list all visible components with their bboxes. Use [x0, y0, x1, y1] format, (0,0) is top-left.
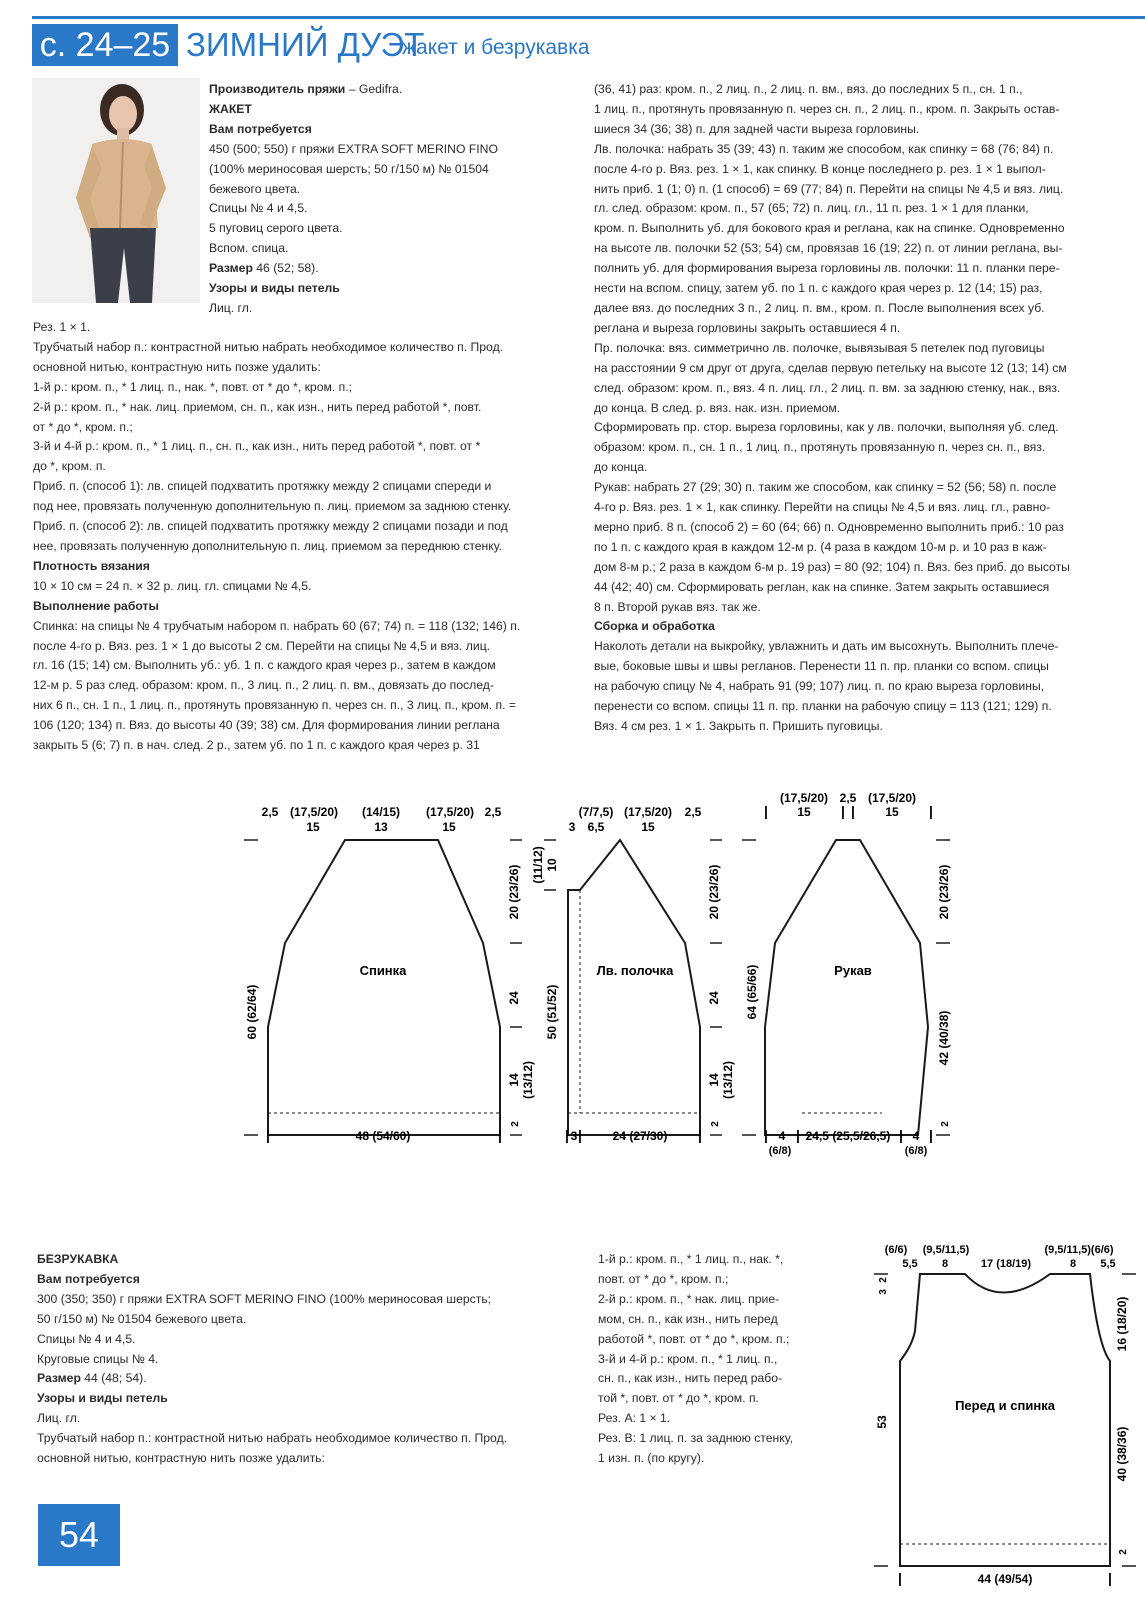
dim-label: 44 (49/54) — [977, 1572, 1033, 1586]
text-line: закрыть 5 (6; 7) п. в нач. след. 2 р., затем уб. по 1 п. с каждого края через р. 31 — [33, 738, 480, 753]
front-outline — [568, 840, 700, 1135]
jacket-need-line: бежевого цвета. — [209, 181, 301, 196]
dim-label: 5,5 — [902, 1258, 918, 1270]
dim-label: (17,5/20) — [779, 791, 829, 805]
text-line: гл. след. образом: кром. п., 57 (65; 72) п. лиц. гл., 11 п. рез. 1 × 1 для планки, — [594, 201, 1029, 216]
text-line: после 4-го р. Вяз. рез. 1 × 1, как спинку. В конце последнего р. рез. 1 × 1 выпол- — [594, 161, 1046, 176]
svg-text:|: | — [929, 803, 933, 819]
jacket-pattern-1: Лиц. гл. — [209, 300, 253, 315]
jacket-left-column — [33, 318, 578, 756]
vest-patterns-title: Узоры и виды петель — [37, 1391, 168, 1406]
dim-label: 24,5 (25,5/26,5) — [805, 1129, 891, 1143]
svg-text:|: | — [929, 1127, 933, 1143]
vest-pattern-diagram — [860, 1236, 1145, 1600]
text-line: шиеся 34 (36; 38) п. для задней части выреза горловины. — [594, 121, 920, 136]
jacket-need-line: (100% мериносовая шерсть; 50 г/150 м) № 01504 — [209, 161, 489, 176]
text-line: мом, сн. п., как изн., нить перед — [598, 1311, 778, 1326]
text-line: нее, провязать полученную дополнительную п. лиц. приемом за переднюю стенку. — [33, 538, 503, 553]
svg-text:|: | — [498, 1127, 502, 1143]
size-label: Размер — [209, 261, 253, 276]
vest-rows — [598, 1250, 858, 1469]
dim-label: 15 — [797, 805, 811, 819]
sleeve-outline — [765, 840, 928, 1135]
text-line: 1 лиц. п., протянуть провязанную п. через сн. п., 2 лиц. п., кром. п. Закрыть остав- — [594, 101, 1060, 116]
text-line: 106 (120; 134) п. Вяз. до высоты 40 (39; 38) см. Для формирования линии реглана — [33, 718, 500, 733]
jacket-need-line: Спицы № 4 и 4,5. — [209, 201, 308, 216]
text-line: после 4-го р. Вяз. рез. 1 × 1 до высоты 2 см. Перейти на спицы № 4,5 и вяз. лиц. — [33, 638, 491, 653]
text-line: на рабочую спицу № 4, набрать 91 (99; 107) лиц. п. по краю выреза горловины, — [594, 679, 1045, 694]
dim-label: 3 — [570, 1129, 578, 1143]
dim-label: 2 — [710, 1121, 721, 1127]
text-line: Лиц. гл. — [37, 1411, 81, 1426]
text-line: (36, 41) раз: кром. п., 2 лиц. п., 2 лиц. п. вм., вяз. до последних 5 п., сн. 1 п., — [594, 82, 1023, 96]
text-line: Пр. полочка: вяз. симметрично лв. полочке, вывязывая 5 петелек под пуговицы — [594, 340, 1045, 355]
text-line: 50 г/150 м) № 01504 бежевого цвета. — [37, 1311, 247, 1326]
text-line: 1-й р.: кром. п., * 1 лиц. п., нак. *, повт. от * до *, кром. п.; — [33, 379, 353, 394]
text-line: на расстоянии 9 см друг от друга, сделав первую петельку на высоте 12 (13; 14) см — [594, 360, 1067, 375]
jacket-size-line — [209, 259, 569, 279]
dim-label: 40 (38/36) — [1115, 1426, 1129, 1482]
dim-label: 10 — [545, 858, 559, 872]
vest-name: БЕЗРУКАВКА — [37, 1252, 119, 1266]
header-rule — [32, 16, 1145, 19]
text-line: 1 изн. п. (по кругу). — [598, 1451, 705, 1466]
text-line: сн. п., как изн., нить перед рабо- — [598, 1371, 783, 1386]
text-line: 44 (42; 40) см. Сформировать реглан, как на спинке. Затем закрыть оставшиеся — [594, 579, 1050, 594]
svg-text:|: | — [764, 803, 768, 819]
text-line: них 6 п., сн. 1 п., 1 лиц. п., протянуть провязанную п. через сн. п., 3 лиц. п., кром. п. = — [33, 698, 517, 713]
text-line: 8 п. Второй рукав вяз. так же. — [594, 599, 761, 614]
text-line: вые, боковые швы и швы регланов. Перенести 11 п. пр. планки со вспом. спицы — [594, 659, 1049, 674]
work-title: Выполнение работы — [33, 598, 159, 613]
dim-label: 2,5 — [484, 805, 502, 819]
dim-label: 53 — [875, 1415, 889, 1429]
dim-label: 2 — [1118, 1549, 1129, 1555]
size-value: 44 (48; 54). — [80, 1371, 147, 1386]
text-line: основной нитью, контрастную нить позже удалить: — [37, 1451, 325, 1466]
text-line: Рез. В: 1 лиц. п. за заднюю стенку, — [598, 1431, 793, 1446]
dim-label: 3 — [878, 1289, 889, 1295]
dim-label: 2,5 — [261, 805, 279, 819]
dim-label: 24 (27/30) — [612, 1129, 668, 1143]
dim-label: 48 (54/60) — [355, 1129, 411, 1143]
text-line: 12-м р. 5 раз след. образом: кром. п., 3 лиц. п., 2 лиц. п. вм., довязать до послед- — [33, 678, 494, 693]
vest-intro — [37, 1250, 577, 1469]
text-line: до конца. В след. р. вяз. нак. изн. приемом. — [594, 400, 841, 415]
text-line: до *, кром. п. — [33, 459, 106, 474]
text-line: Спицы № 4 и 4,5. — [37, 1331, 136, 1346]
dim-label: 2,5 — [839, 791, 857, 805]
jacket-need-title: Вам потребуется — [209, 121, 312, 136]
density-title: Плотность вязания — [33, 558, 150, 573]
jacket-need-line: 5 пуговиц серого цвета. — [209, 221, 343, 236]
dim-label: (9,5/11,5) — [922, 1244, 970, 1256]
text-line: работой *, повт. от * до *, кром. п.; — [598, 1331, 790, 1346]
jacket-intro — [209, 80, 569, 319]
model-photo — [32, 78, 200, 303]
size-label: Размер — [37, 1371, 81, 1386]
text-line: от * до *, кром. п.; — [33, 419, 133, 434]
text-line: 1-й р.: кром. п., * 1 лиц. п., нак. *, — [598, 1252, 784, 1266]
model-illustration — [32, 78, 200, 303]
page-number: 54 — [38, 1504, 120, 1566]
dim-label: 3 — [568, 820, 576, 834]
dim-label: 64 (65/66) — [745, 964, 759, 1020]
jacket-need-line: 450 (500; 550) г пряжи EXTRA SOFT MERINO FINO — [209, 141, 498, 156]
dim-label: 13 — [374, 820, 388, 834]
yarn-label: Производитель пряжи — [209, 82, 346, 96]
svg-text:|: | — [841, 803, 845, 819]
dim-label: (11/12) — [531, 846, 545, 884]
back-label: Спинка — [359, 963, 407, 978]
text-line: кром. п. Выполнить уб. для бокового края и реглана, как на спинке. Одновременно — [594, 221, 1065, 236]
text-line: полнить уб. для формирования выреза горловины лв. полочки: 11 п. планки пере- — [594, 261, 1060, 276]
svg-text:|: | — [764, 1127, 768, 1143]
text-line: основной нитью, контрастную нить позже удалить: — [33, 359, 321, 374]
text-line: под нее, провязать полученную дополнительную п. лиц. приемом за заднюю стенку. — [33, 499, 512, 514]
dim-label: 5,5 — [1100, 1258, 1116, 1270]
dim-label: (9,5/11,5)(6/6) — [1044, 1244, 1114, 1256]
dim-label: 14 — [707, 1073, 721, 1087]
dim-label: 2,5 — [684, 805, 702, 819]
text-line: Трубчатый набор п.: контрастной нитью набрать необходимое количество п. Прод. — [37, 1431, 508, 1446]
dim-label: 2 — [878, 1277, 889, 1283]
dim-label: 15 — [885, 805, 899, 819]
dim-label: 15 — [306, 820, 320, 834]
svg-text:|: | — [899, 1127, 903, 1143]
dim-label: 17 (18/19) — [980, 1258, 1032, 1270]
svg-text:|: | — [578, 1127, 582, 1143]
text-line: до конца. — [594, 460, 648, 475]
text-line: по 1 п. с каждого края в каждом 12-м р. (4 раза в каждом 10-м р. и 10 раз в каж- — [594, 539, 1047, 554]
text-line: след. образом: кром. п., вяз. 4 п. лиц. гл., 2 лиц. п. вм. за заднюю стенку, нак., вяз. — [594, 380, 1061, 395]
yarn-maker: – Gedifra. — [345, 82, 403, 96]
dim-label: 60 (62/64) — [245, 984, 259, 1040]
dim-label: 8 — [1069, 1258, 1077, 1270]
dim-label: 24 — [707, 991, 721, 1005]
vest-need-title: Вам потребуется — [37, 1271, 140, 1286]
jacket-pattern-diagrams — [0, 780, 1145, 1160]
text-line: дом 8-м р.; 2 раза в каждом 6-м р. 19 раз) = 80 (92; 104) п. Вяз. без приб. до высоты — [594, 559, 1070, 574]
text-line: Круговые спицы № 4. — [37, 1351, 159, 1366]
text-line: Рукав: набрать 27 (29; 30) п. таким же способом, как спинку = 52 (56; 58) п. после — [594, 480, 1057, 495]
dim-label: 4 — [912, 1129, 920, 1143]
dim-label: 50 (51/52) — [545, 984, 559, 1040]
dim-label: 15 — [442, 820, 456, 834]
dim-label: (6/8) — [768, 1145, 792, 1157]
dim-label: 4 — [778, 1129, 786, 1143]
dim-label: 2 — [510, 1121, 521, 1127]
svg-text:|: | — [565, 1127, 569, 1143]
dim-label: (17,5/20) — [867, 791, 917, 805]
text-line: Сформировать пр. стор. выреза горловины, как у лв. полочки, выполняя уб. след. — [594, 420, 1059, 435]
back-outline — [268, 840, 500, 1135]
dim-label: (13/12) — [721, 1060, 735, 1100]
text-line: далее вяз. до последних 3 п., 2 лиц. п. вм., кром. п. После выполнения всех уб. — [594, 300, 1045, 315]
text-line: Приб. п. (способ 1): лв. спицей подхватить протяжку между 2 спицами спереди и — [33, 479, 492, 494]
assembly-title: Сборка и обработка — [594, 619, 715, 634]
text-line: нести на вспом. спицу, затем уб. по 1 п. с каждого края через р. 12 (14; 15) раз, — [594, 281, 1043, 296]
text-line: перенести со вспом. спицы 11 п. пр. планки на рабочую спицу = 113 (121; 129) п. — [594, 699, 1052, 714]
text-line: 4-го р. Вяз. рез. 1 × 1, как спинку. Перейти на спицы № 4,5 и вяз. лиц. гл., равно- — [594, 500, 1051, 515]
jacket-right-column — [594, 80, 1134, 737]
dim-label: 2 — [940, 1121, 951, 1127]
text-line: 2-й р.: кром. п., * нак. лиц. прие- — [598, 1291, 780, 1306]
dim-label: (13/12) — [521, 1060, 535, 1100]
svg-text:|: | — [698, 1127, 702, 1143]
text-line: 300 (350; 350) г пряжи EXTRA SOFT MERINO FINO (100% мериносовая шерсть; — [37, 1291, 492, 1306]
jacket-name: ЖАКЕТ — [209, 101, 252, 116]
dim-label: (6/6) — [884, 1244, 908, 1256]
density-text: 10 × 10 см = 24 п. × 32 р. лиц. гл. спицами № 4,5. — [33, 578, 312, 593]
text-line: Рез. 1 × 1. — [33, 320, 91, 334]
dim-label: 14 — [507, 1073, 521, 1087]
dim-label: 20 (23/26) — [707, 864, 721, 920]
dim-label: 20 (23/26) — [937, 864, 951, 920]
svg-text:|: | — [266, 1127, 270, 1143]
text-line: Трубчатый набор п.: контрастной нитью набрать необходимое количество п. Прод. — [33, 339, 504, 354]
text-line: мерно приб. 8 п. (способ 2) = 60 (64; 66) п. Одновременно выполнить приб.: 10 раз — [594, 519, 1064, 534]
text-line: на высоте лв. полочки 52 (53; 54) см, провязав 16 (19; 22) п. от линии реглана, вы- — [594, 241, 1063, 256]
dim-label: 15 — [641, 820, 655, 834]
text-line: повт. от * до *, кром. п.; — [598, 1271, 729, 1286]
dim-label: 42 (40/38) — [937, 1010, 951, 1066]
text-line: той *, повт. от * до *, кром. п. — [598, 1391, 759, 1406]
dim-label: (17,5/20) — [289, 805, 339, 819]
dim-label: 16 (18/20) — [1115, 1296, 1129, 1352]
svg-text:|: | — [898, 1570, 902, 1586]
vest-size-line — [37, 1369, 577, 1389]
dim-label: 24 — [507, 991, 521, 1005]
text-line: гл. 16 (15; 14) см. Выполнить уб.: уб. 1 п. с каждого края через р., затем в каждом — [33, 658, 496, 673]
svg-text:|: | — [1108, 1570, 1112, 1586]
page-ref-badge: с. 24–25 — [32, 24, 178, 66]
front-label: Лв. полочка — [596, 963, 674, 978]
article-subtitle: жакет и безрукавка — [402, 36, 590, 59]
text-line: 3-й и 4-й р.: кром. п., * 1 лиц. п., сн. п., как изн., нить перед работой *, повт. от * — [33, 439, 481, 454]
text-line: Рез. А: 1 × 1. — [598, 1411, 671, 1426]
vest-outline — [900, 1274, 1110, 1566]
svg-text:|: | — [851, 803, 855, 819]
text-line: 3-й и 4-й р.: кром. п., * 1 лиц. п., — [598, 1351, 778, 1366]
text-line: нить приб. 1 (1; 0) п. (1 способ) = 69 (77; 84) п. Перейти на спицы № 4,5 и вяз. лиц. — [594, 181, 1064, 196]
text-line: 2-й р.: кром. п., * нак. лиц. приемом, сн. п., как изн., нить перед работой *, повт. — [33, 399, 482, 414]
sleeve-label: Рукав — [834, 963, 872, 978]
text-line: реглана и выреза горловины закрыть оставшиеся 4 п. — [594, 320, 901, 335]
text-line: образом: кром. п., сн. 1 п., 1 лиц. п., протянуть провязанную п. через сн. п., вяз. — [594, 440, 1046, 455]
text-line: Лв. полочка: набрать 35 (39; 43) п. таким же способом, как спинку = 68 (76; 84) п. — [594, 141, 1054, 156]
size-value: 46 (52; 58). — [252, 261, 319, 276]
dim-label: (17,5/20) — [425, 805, 475, 819]
dim-label: 8 — [941, 1258, 949, 1270]
dim-label: 6,5 — [587, 820, 605, 834]
text-line: Наколоть детали на выкройку, увлажнить и дать им высохнуть. Выполнить плече- — [594, 639, 1059, 654]
dim-label: 20 (23/26) — [507, 864, 521, 920]
article-title: ЗИМНИЙ ДУЭТ — [186, 26, 425, 63]
text-line: Приб. п. (способ 2): лв. спицей подхватить протяжку между 2 спицами позади и под — [33, 519, 508, 534]
text-line: Вяз. 4 см рез. 1 × 1. Закрыть п. Пришить пуговицы. — [594, 719, 883, 733]
dim-label: (14/15) — [361, 805, 401, 819]
dim-label: (6/8) — [904, 1145, 928, 1157]
yarn-maker-line — [209, 80, 569, 100]
text-line: Спинка: на спицы № 4 трубчатым набором п. набрать 60 (67; 74) п. = 118 (132; 146) п. — [33, 618, 521, 633]
jacket-patterns-title: Узоры и виды петель — [209, 281, 340, 296]
jacket-need-line: Вспом. спица. — [209, 241, 289, 256]
dim-label: (7/7,5) — [578, 805, 614, 819]
svg-text:|: | — [796, 1127, 800, 1143]
vest-diagram-label: Перед и спинка — [955, 1398, 1055, 1413]
dim-label: (17,5/20) — [623, 805, 673, 819]
